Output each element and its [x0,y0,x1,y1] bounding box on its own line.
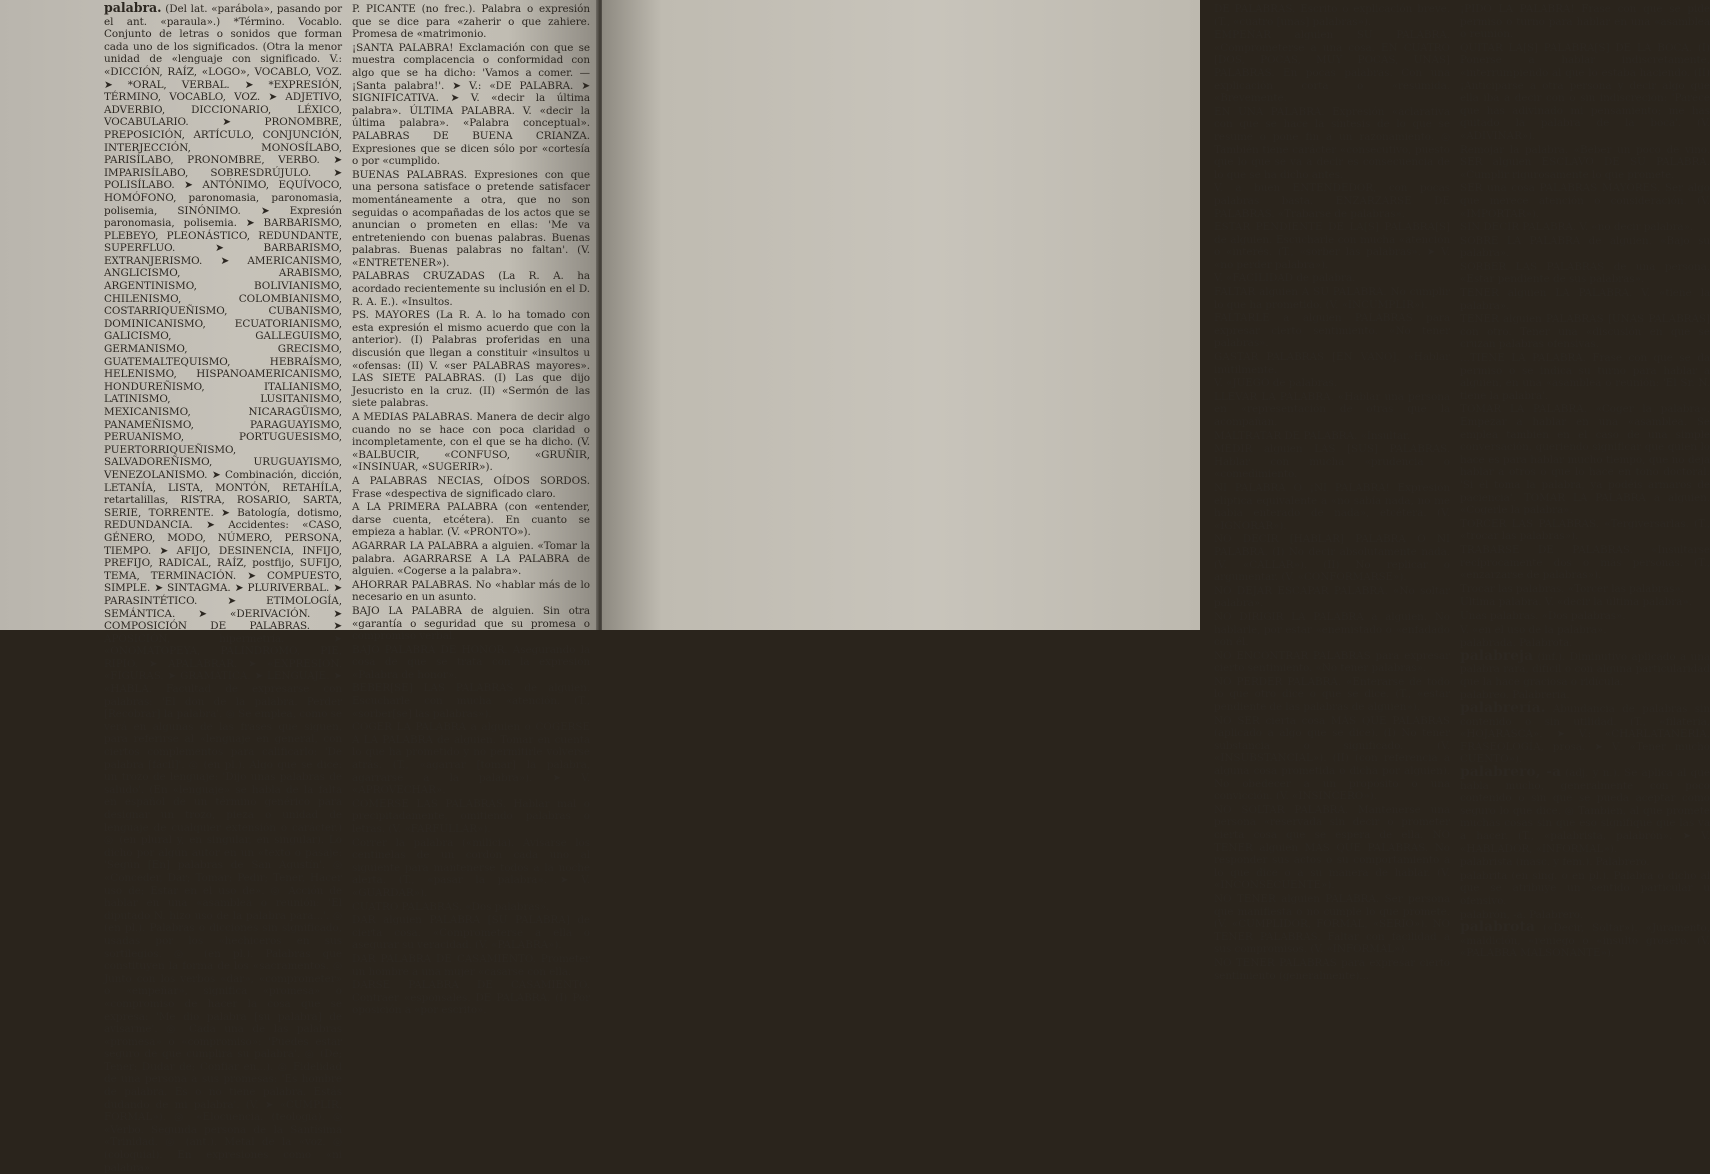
dictionary-entry [1214,271,1450,285]
entry-text: ¡SANTA PALABRA! Exclamación con que se muestra complacencia o conformidad con algo que se ha dicho: 'Vamos a comer. —¡Santa palabra!'. ➤ V.: «DE PALABRA. ➤ SIGNIFICATIVA. ➤ V. «decir la última palabra». ÚLTIMA PALABRA. V. «decir la última palabra». «Palabra conceptual». PALABRAS DE BUENA CRIANZA. Expresiones que se dicen sólo por «cortesía o por «cumplido. [352,41,590,168]
dictionary-entry [352,978,590,1017]
dictionary-entry [1214,532,1450,583]
dictionary-entry [1460,517,1710,543]
dictionary-entry [1214,442,1450,481]
dictionary-entry [1214,649,1450,675]
entry-text: palabrada. Palabrota. [1460,637,1573,650]
entry-text: V. «en el uso de la palabra». [1460,623,1607,636]
entry-text: BAJO LA PALABRA de alguien. Sin otra «garantía o seguridad que su promesa o compromiso verbal. [352,604,590,643]
dictionary-entry [352,308,590,410]
entry-text: palabrita (en sing. o en pl.). Palabra o dicho al que se atribuye un sentido particular u ofensivo. [1460,869,1710,907]
entry-text: NO ENCONTRAR PALABRAS para expresar cierto sentimiento. «No tener palabras». [1214,649,1450,675]
entry-text: TENER alguien LA PALABRA. V. «tiene la palabra». [1460,287,1710,312]
entry-text: V. a buen ENTENDEDOR, con pocas palabras basta. ENZARZARSE DE PALABRAS. «Trabarse de palabras». [1214,182,1450,220]
entry-text: A MEDIAS PALABRAS. Manera de decir algo cuando no se hace con poca claridad o incompletamente, con el que se ha dicho. (V. «BALBUCIR, «CONFUSO, «GRUÑIR, «INSINUAR, «SUGERIR»). [352,411,590,474]
dictionary-entry [1214,311,1450,350]
entry-text: NO SOLTAR PALABRA. Mantenerse una persona «reservada sin decir o prometer cierta cosa que se espera de ella. NO TENER alguien MÁS QUE PALABRAS. No responder sus actos o su comportamiento a lo que dice o a su manera de hablar. (V. «INCONSECUENTE»). [1214,803,1450,892]
entry-text: Correr la palabra («milicia). Avisarse los centinelas de un cordón cada uno al siguiente para mantenerse todos a la noche alerta. (T., «pasar la palabra». ➤ V. «GUARDAR»). [352,836,590,899]
column-3 [1214,2,1450,982]
dictionary-entry [352,269,590,308]
dictionary-entry [1214,956,1450,982]
entry-text: Unas palabras. «Dos palabras». [1460,609,1626,622]
entry-text: (adj. y n.). Se aplica al que habla mucho, generalmente con poco contenido o sin que se pueda aceptar como seguro lo que dice. ◎ También, al que promete muchas cosas sin que eso signifique que las va a hacer. (T., «palabrista, palabrón». ➤ V. «HABLADOR, «INFORMAL»). [1460,767,1710,855]
entry-text: NO TENER alguien PALABRA. Ser persona que manifiesta o no cumple lo que promete. (V. «CUMPLIDOR, FORMAL, «SERIO»). NO TENER PALABRAS. Faltar con facilidad a sus compromisos. (V. «INFORMAL»). [1214,892,1450,956]
dictionary-entry [1214,429,1450,443]
dictionary-entry [1214,481,1450,532]
dictionary-entry [1460,143,1710,182]
dictionary-entry [1460,286,1710,312]
entry-text: (Del lat. «parábola», pasando por el ant. «paraula».) *Término. Vocablo. Conjunto de letras o sonidos que forman cada uno de los significados. (Otra la menor unidad de «lenguaje con significado. V.: «DICCIÓN, RAÍZ, «LOGO», VOCABLO, VOZ. ➤ *ORAL, VERBAL. ➤ *EXPRESIÓN, TÉRMINO, VOCABLO, VOZ. ➤ ADJETIVO, ADVERBIO, DICCIONARIO, LÉXICO, VOCABULARIO. ➤ PRONOMBRE, PREPOSICIÓN, ARTÍCULO, CONJUNCIÓN, INTERJECCIÓN, MONOSÍLABO, PARISÍLABO, PRONOMBRE, VERBO. ➤ IMPARISÍLABO, SOBRESDRÚJULO. ➤ POLISÍLABO. ➤ ANTÓNIMO, EQUÍVOCO, HOMÓFONO, paronomasia, paronomasia, polisemia, SINÓNIMO. ➤ Expresión paronomasia, polisemia. ➤ BARBARISMO, PLEBEYO, PLEONÁSTICO, REDUNDANTE, SUPERFLUO. ➤ BARBARISMO, EXTRANJERISMO. ➤ AMERICANISMO, ANGLICISMO, ARABISMO, ARGENTINISMO, BOLIVIANISMO, CHILENISMO, COLOMBIANISMO, COSTARRIQUEÑISMO, CUBANISMO, DOMINICANISMO, ECUATORIANISMO, GALICISMO, GALLEGUISMO, GERMANISMO, GRECISMO, GUATEMALTEQUISMO, HEBRAÍSMO, HELENISMO, HISPANOAMERICANISMO, HONDUREÑISMO, ITALIANISMO, LATINISMO, LUSITANISMO, MEXICANISMO, NICARAGÜISMO, PANAMEÑISMO, PARAGUAYISMO, PERUANISMO, PORTUGUESISMO, PUERTORRIQUEÑISMO, SALVADOREÑISMO, URUGUAYISMO, VENEZOLANISMO. ➤ Combinación, dicción, LETANÍA, LISTA, MONTÓN, RETAHÍLA, retartalillas, RISTRA, ROSARIO, SARTA, SERIE, TORRENTE. ➤ Batología, dotismo, REDUNDANCIA. ➤ Accidentes: «CASO, GÉNERO, MODO, NÚMERO, PERSONA, TIEMPO. ➤ AFIJO, DESINENCIA, INFIJO, PREFIJO, RADICAL, RAÍZ, postfijo, SUFIJO, TEMA, TERMINACIÓN. ➤ COMPUESTO, SIMPLE. ➤ SINTAGMA. ➤ PLURIVERBAL. ➤ PARASINTÉTICO. ➤ ETIMOLOGÍA, SEMÁNTICA. ➤ «DERIVACIÓN. ➤ COMPOSICIÓN DE PALABRAS. ➤ APOSICIÓN, hipermetría. ➤ «ONOMATOPEYA, PALÍNDROMO, PIE, RIPIO. ➤ APALABRAR. ➤ «EXPRESIÓN. «FIGURAS. ➤ GRAMÁTICA. ➤ LENGUAJE. ➤ «HABLA. Facultad de expresarse con palabras: 'El don de la palabra. Perder [Recobrar] la palabra'. ◎ Se emplea, como se verá en algunas de las frases que siguen, para referirse al «lenguaje en general, con ciertos complementos para calificarlo: 'De palabra [fácil]'. ◎ (en pl.). Algo que se dice: un trozo de lenguaje: 'Dijo unas palabras de saludo'. (En «lenguaje» se habla de la falta en español de un término genérico para designar un trozo, pieza o unidad de lenguaje de cualquier extensión o carácter.) ◎ (en plural y, en singular, en singular). Lo dicho por algún autor en un «texto o pasaje: 'Según [En] palabras de San Agustín'. ◎ «Conceder, Dar; Tomar; Pedir; Tener, Hacer uso de; Estar en el uso de». ◎ Acción de hablar en una «asamblea o reunión: 'El diputado N. hizo uso de la palabra para...'. ◎ (en pl.). Palabras o dicciones sin significado, usadas por los «hechiceros en sus sortilegios. ◎ (en pl.). Palabras que constituyen la forma de los «sacramentos. ◎ Junto con los verbos «dar», «comprometer» o «empeñar», significa «promesa» o «compromiso de hacer la cosa que se expresa: 'Me dio palabra [su palabra] de avisarme'. ◎ Cada una de las palabras «promesa» o «compromiso»: 'Puedes estar seguro de que cumplirá su palabra'. ◎ (De; Tener; Dudar de; Confiar en...). ◎ Fidelidad de una persona a sus promesas: 'Es hombre de palabra. Es o no tiene palabra. Estás dudando de mi palabra'. (V. ➤ «CUMPLIR, FORMAL»). ◎ «Elocuencia. (teología). ◎ «Verbo. Segunda persona de la Santísima «Trinidad. ◎ (ant.). Metal de la «voz. ◎ (coloquial). En expresiones como «ni palabra». [104,3,342,1174]
entry-text: Trocar las palabras. «Torcer las palabras». [1460,582,1684,595]
dictionary-entry [1214,390,1450,429]
entry-headword: palabreja [1460,647,1534,664]
entry-text: ...TIENE LA PALABRA. Frase con que se da permiso o se indica su turno para hablar a alguien, en una «asamblea o reunión: 'El Sr. N. tiene la palabra'. [1460,352,1710,402]
dictionary-entry [352,836,590,900]
entry-text: SIN DECIR PALABRA. V. «no decir palabra». [1460,221,1694,234]
entry-text: NO TENER PALABRAS para expresar cierto sentimiento (generalmente)... [1214,956,1450,982]
dictionary-entry [1460,623,1710,637]
dictionary-entry [1214,610,1450,649]
entry-text: Remojar la palabra. «Beber un poco de vino. SER alguien ESCLAVO DE SU PALABRA. «Cumplir rigurosamente lo que promete. [1460,143,1710,181]
entry-text: TENER alguien PALABRAS [UNAS PALABRAS] con otro. Tener una «discusión en que se cruzan palabras ofensivas. [1460,313,1710,351]
entry-text: AHORRAR PALABRAS. No «hablar más de lo necesario en un asunto. [352,578,590,604]
dictionary-entry [352,720,590,797]
entry-text: MEDIR alguien LAS [SUS] PALABRAS. Hablar con mucha «prudencia o «comedimiento. [1214,443,1450,481]
dictionary-entry [1460,312,1710,351]
dictionary-entry [1214,714,1450,803]
dictionary-entry [1460,647,1710,689]
dictionary-entry [1460,595,1710,609]
dictionary-entry [1214,350,1450,376]
dictionary-entry [352,500,590,539]
entry-headword: palabrota [1460,919,1535,936]
dictionary-entry [104,2,342,1174]
entry-text: AGARRAR LA PALABRA a alguien. «Tomar la palabra. AGARRARSE A LA PALABRA de alguien. «Cogerse a la palabra». [352,539,590,578]
dictionary-entry [1460,220,1710,234]
dictionary-entry [1214,892,1450,956]
column-2 [352,2,590,1017]
dictionary-entry [1460,181,1710,220]
dictionary-entry [1460,543,1710,582]
dictionary-entry [1460,402,1710,516]
entry-text: COMERSE LAS PALABRAS. Hablar mal o precipitadamente, omitiendo palabras o letras. (V. «FARFULLAR»). [352,797,590,835]
entry-text: COGER LA PALABRA a alguien o COGERSE A LA PALABRA de alguien. Tomar en cuenta lo que ha prometido y no permitirle volverse atrás. (T., «agarrar [tomar] la palabra, agarrarse a la palabra»). ➤ V. «APROVECHAR». [352,721,590,797]
dictionary-entry [352,539,590,578]
entry-text: NI PALABRA O ¡NI PALABRA! Expresión elíptica equivalente a «no sabía nada, no me había enterado de nada», etcétera. (V. «IGNORAR»). [1214,481,1450,532]
dictionary-entry [1460,260,1710,286]
column-1 [104,0,342,1174]
entry-text: PS. MAYORES (La R. A. lo ha tomado con esta expresión el mismo acuerdo que con la anterior). (I) Palabras proferidas en una discusión que llegan a constituir «insultos u «ofensas: (II) V. «ser PALABRAS mayores». LAS SIETE PALABRAS. (I) Las que dijo Jesucristo en la cruz. (II) «Sermón de las siete palabras. [352,309,590,410]
dictionary-entry [1214,181,1450,220]
entry-text: NO DEJAR ESCAPAR PALABRA. «No soltar palabra». [1214,584,1450,610]
entry-text: TORCER LAS PALABRAS. «Tergiversarlas. (T., «trocar las palabras»). [1460,517,1710,543]
entry-headword: palabra. [104,0,162,15]
entry-text: BEBER[SE] LAS PALABRAS de alguien. Escucharle con mucha «atención. (T., «sorber[se] las palabras»). [352,682,590,720]
entry-text: EN UNA PALABRA. Expresión «aclarativa con que se hace la síntesis de lo que se resume o pone fin a un razonamiento. ◎ También tiene carácter «consecutivo, puesto que lo que se va a decir es consecuencia de lo que se ha dicho antes. [1214,105,1450,181]
entry-text: TOMAR LA PALABRA. «Coger la palabra». Empezar a hablar en una «asamblea. Se emplea también en el caso de una simple conversación, queriendo significar que quien lo hace es para hablar mucho tiempo, que no deja hablar a otros o que lo hace en tono doctoral: 'Si él toma la palabra, ya podéis armaros de paciencia'. TOMAR LA PALABRA a alguien. «Cogerle la palabra». [1460,403,1710,517]
dictionary-entry [1460,921,1710,960]
entry-text: TRABARSE DE PALABRAS. «Insultarse recíprocamente dos o más personas. (T., «enzarzarse de palabras»). [1460,543,1710,582]
entry-text: A LA PRIMERA PALABRA (con «entender, darse cuenta, etcétera). En cuanto se empieza a hablar. (V. «PRONTO»). [352,501,590,539]
entry-text: SORBER LAS PALABRAS de una persona. «Estar pendiente de sus palabras». [1460,260,1710,286]
dictionary-entry [1460,41,1710,143]
dictionary-entry [1214,2,1450,28]
dictionary-entry [1460,234,1710,260]
dictionary-entry [352,578,590,604]
dictionary-entry [1460,766,1710,855]
entry-text: GASTAR PALABRAS [EN VANO]. «Hablar inútilmente. [1214,351,1450,376]
right-page [602,0,1710,982]
entry-text: DAR PALABRA DE CASAMIENTO. Prometer un hombre a una mujer «casarse con ella. [352,952,590,978]
column-4 [1460,2,1710,960]
entry-text: NO DIRIGIR LA PALABRA a alguien. No hablarle, por estar «enemistado o «enfadado con él. [1214,610,1450,649]
entry-text: SER una cosa PALABRAS MAYORES. Ser algo que merece atención o consideración. (V. «IMPORTAR»). [1460,182,1710,220]
entry-text: ESTAR PENDIENTE DE LA[S] PALABRA[S] de alguien. Escucharle con mucha «atención o «interés. (T., «sorber las palabras». ➤ V. «no perder palabra»). [1214,221,1450,271]
dictionary-entry [352,681,590,720]
dictionary-entry [352,913,590,952]
entry-text: palabrista (masc. y fem.). Palabrero. [1460,856,1650,869]
entry-text: palabreo. Palabrería. [1460,689,1570,702]
dictionary-entry [1460,702,1710,766]
left-page [0,0,598,1174]
entry-text: Última palabra. V. «decir la última palabra». [1460,596,1692,609]
dictionary-entry [1214,28,1450,105]
entry-text: DE PALABRAS. Escrito o explicación breve. (T., «cuatro [unas] palabras»). [1214,3,1450,28]
dictionary-entry [1214,584,1450,610]
entry-text: QUITAR LA[S] PALABRA[S] DE LA BOCA. (I) Ponerse a hablar indiscretamente, «interrumpiendo al que lo estaba haciendo. (II) ¡Anticiparse a otra persona y decir algo que ella iba a decir con o sin indiscreción: 'Parece que has adivinado mi pensamiento; me has quitado la palabra de la boca'. (V. «ADIVINAR»). [1460,41,1710,142]
entry-text: (inf.). Diminutivo aplicado a una palabra rara, difícil o con alguna particularidad que la hace graciosa o ridícula. [1460,650,1710,688]
entry-text: PALABRAS CRUZADAS (La R. A. ha acordado recientemente su inclusión en el D. R. A. E.). «Insultos. [352,270,590,308]
dictionary-entry [352,900,590,914]
entry-text: SOBRE LA PALABRA de alguien. «Bajo su palabra». [1460,234,1710,260]
entry-text: V. «JUEGO de palabras. [1214,377,1338,390]
dictionary-entry [352,168,590,270]
dictionary-entry [352,474,590,500]
dictionary-entry [352,643,590,682]
dictionary-entry [352,952,590,978]
dictionary-entry [1214,376,1450,390]
dictionary-entry [1460,2,1710,41]
entry-text: ¡PIDO LA PALABRA! Frase con que se pide permiso o turno para hablar en una «asamblea o reunión. [1460,3,1710,41]
dictionary-entry [1214,803,1450,892]
entry-text: DAR alguien PALABRA [SU PALABRA] de cierta cosa. «Comprometerse a ella o asegurar su veracidad. (V. «PALABRA»). [352,914,590,952]
dictionary-entry [1460,855,1710,869]
entry-text: NO SER cierta cosa MÁS QUE PALABRAS (aplicado a algo que se dice). (I) No tener substancia o significado. (V. «INSUBSTANCIAL»). (II) (con referencia a alguna cosa prometida o dicha por alguien). No obedecer a un propósito o una convicción. (V. «INSINCERO»). [1214,714,1450,803]
entry-text: EMPEÑAR alguien SU PALABRA. «Comprometerse a una cosa. EN CUATRO [DOS, POCAS, MUY POCAS, UNAS] PALABRAS. En pocas palabras. Con una explicación corta o «resumida. «Brevemente. [1214,29,1450,105]
entry-text: P. PICANTE (no frec.). Palabra o expresión que se dice para «zaherir o que zahiere. Promesa de «matrimonio. [352,3,590,41]
dictionary-entry [1460,869,1710,908]
dictionary-entry [352,797,590,836]
dictionary-entry [352,2,590,41]
dictionary-entry [1460,582,1710,596]
dictionary-entry [1214,285,1450,311]
dictionary-entry [1460,609,1710,623]
entry-text: palabrón, -a. Palabrero. [1460,908,1583,921]
entry-text: DARSE PALABRA DE CASAMIENTO. Contraer «esponsales. DE PALABRA. (I) Por oposición a «por escrito». [352,979,590,1017]
entry-text: NO DECIR [HABLAR] PALABRA O NI PALABRA. (I) No decir absolutamente nada. (V. «CALLAR»). (II) No replicar o argumentar. (V. «CONFORMARSE»). [1214,533,1450,584]
entry-text: («Decir, Soltar»). «Juramento, «maldición, «reniego o «insulto grosero. (V. «PALABRA MALSONANTE»). [1460,922,1710,960]
entry-text: BAJO PALABRA DE HONOR. Asegurando la cosa de que se trata con la expresión «Palabra de honor». [352,643,590,681]
dictionary-entry [352,41,590,168]
dictionary-entry [352,604,590,643]
entry-text: MALTRATAR DE PALABRA. «Insultar. [1214,429,1411,442]
entry-text: NO PERDER PALABRA. «Enterarse de todo lo que otro dice o que se dice. (T., «estar pendiente de las palabras de alguien»). [1214,675,1450,714]
entry-text: FALTARLE a alguien PALABRAS para expresar cierto sentimiento. «No tener palabras». [1214,312,1450,350]
entry-text: LLEVAR LA PALABRA. «Hablar una persona en «representación de otras que la acompañan. [1214,390,1450,428]
dictionary-entry [1460,351,1710,402]
entry-text: CUATRO PALABRAS. «Dos palabras». [352,900,550,913]
entry-text: A PALABRAS NECIAS, OÍDOS SORDOS. Frase «despectiva de significado claro. [352,474,590,500]
entry-text: Abundancia de palabras sin contenido o sin utilidad. (T., «filatería, «HOJARASCA». ➤ V.: «CHARLATANERÍA, FRASEOLOGÍA, prosa. ➤ V. «Tener mucho CUENTO»). [1460,703,1710,766]
dictionary-entry [352,410,590,474]
entry-headword: palabrería. [1460,700,1546,717]
entry-text: BUENAS PALABRAS. Expresiones con que una persona satisface o pretende satisfacer momentáneamente a otra, que no son seguidas o acompañadas de los actos que se anuncian o prometen en ellas: 'Me va entreteniendo con buenas palabras. Buenas palabras. Buenas palabras no faltan'. (V. «ENTRETENER»). [352,168,590,269]
dictionary-entry [1214,220,1450,271]
entry-headword: palabrero, -a [1460,764,1562,781]
dictionary-entry [1214,105,1450,182]
entry-text: FALTAR alguien A SU PALABRA. No cumplir lo que ha prometido. (V. «INCUMPLIR»). [1214,286,1450,311]
entry-text: V. «FACILIDAD de palabra. [1214,272,1356,285]
dictionary-entry [1214,675,1450,714]
